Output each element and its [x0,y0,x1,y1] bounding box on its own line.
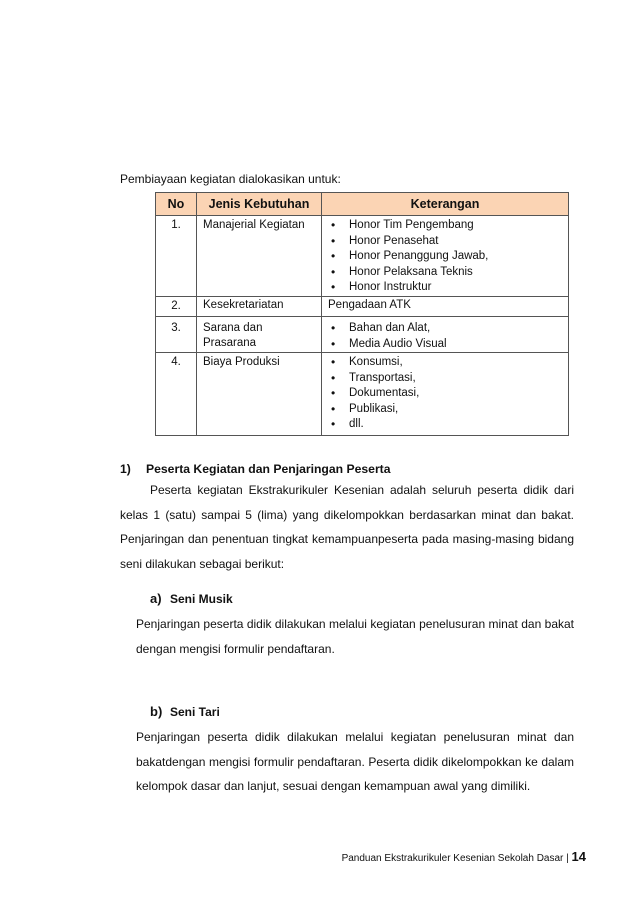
bullet-list [328,218,562,296]
sub-title-a: Seni Musik [170,592,233,606]
list-item: • Honor Pelaksana Teknis [328,265,562,281]
list-item: • Honor Instruktur [328,280,562,296]
list-item: • Dokumentasi, [328,386,562,402]
table-row [156,353,569,436]
bullet-list [328,355,562,433]
list-item: • Media Audio Visual [328,337,562,353]
bullet-list [328,321,562,352]
row-jenis: Biaya Produksi [197,353,322,436]
row-no: 1. [156,216,197,297]
row-jenis: Manajerial Kegiatan [197,216,322,297]
page-number: 14 [571,849,586,864]
row-jenis-line: Sarana dan [203,322,263,334]
section-heading [120,462,391,476]
table-header-row [156,193,569,216]
footer-text: Panduan Ekstrakurikuler Kesenian Sekolah Dasar | [341,853,569,864]
section-title: Peserta Kegiatan dan Penjaringan Peserta [146,462,391,476]
intro-text: Pembiayaan kegiatan dialokasikan untuk: [120,172,341,186]
list-item: • Transportasi, [328,371,562,387]
sub-heading-a [150,591,233,606]
row-no: 4. [156,353,197,436]
sub-label-a: a) [150,591,162,606]
budget-table [155,192,569,436]
sub-paragraph-b: Penjaringan peserta didik dilakukan melalui kegiatan penelusuran minat dan bakatdengan mengisi formulir pendaftaran. Peserta didik dikelompokkan ke dalam kelompok dasar dan lanjut, sesuai dengan kemampuan awal yang dimiliki. [136,730,574,793]
table-row [156,317,569,353]
list-item: • Publikasi, [328,402,562,418]
row-keterangan [322,317,569,353]
section-paragraph-text: Peserta kegiatan Ekstrakurikuler Kesenian adalah seluruh peserta didik dari kelas 1 (satu) sampai 5 (lima) yang dikelompokkan berdasarkan minat dan bakat. Penjaringan dan penentuan tingkat kemampuanpeserta pada masing-masing bidang seni dilakukan sebagai berikut: [120,483,574,571]
header-no: No [156,193,197,216]
table-row [156,216,569,297]
row-jenis-line: Prasarana [203,336,257,349]
row-keterangan [322,216,569,297]
sub-paragraph-a: Penjaringan peserta didik dilakukan melalui kegiatan penelusuran minat dan bakat dengan mengisi formulir pendaftaran. [136,617,574,656]
row-no: 3. [156,317,197,353]
list-item: • Bahan dan Alat, [328,321,562,337]
table-row [156,296,569,317]
list-item: • Konsumsi, [328,355,562,371]
section-paragraph [120,478,574,576]
row-jenis: Kesekretariatan [197,296,322,317]
list-item: • Honor Penasehat [328,234,562,250]
section-number: 1) [120,462,131,476]
header-jenis: Jenis Kebutuhan [197,193,322,216]
row-keterangan: Pengadaan ATK [322,296,569,317]
row-no: 2. [156,296,197,317]
sub-heading-b [150,704,220,719]
sub-label-b: b) [150,704,163,719]
list-item: • dll. [328,417,562,433]
page-footer [342,849,586,864]
header-keterangan: Keterangan [322,193,569,216]
list-item: • Honor Tim Pengembang [328,218,562,234]
row-jenis [197,317,322,353]
list-item: • Honor Penanggung Jawab, [328,249,562,265]
row-keterangan [322,353,569,436]
sub-title-b: Seni Tari [170,705,220,719]
